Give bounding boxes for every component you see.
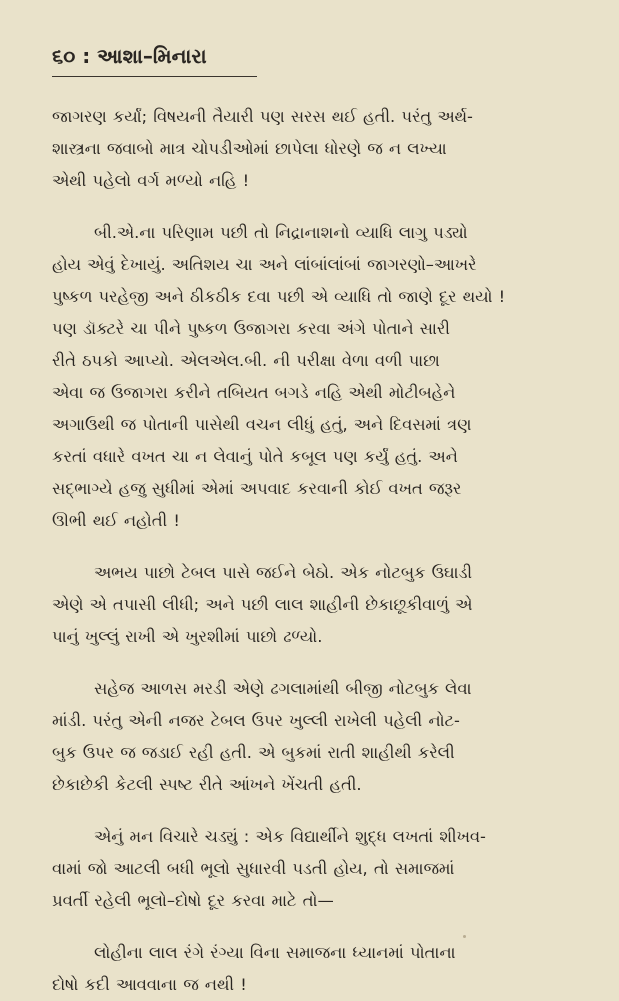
text-line: અભય પાછો ટેબલ પાસે જઈને બેઠો. એક નોટબુક ઉઘાડી xyxy=(94,563,473,582)
text-line: લોહીના લાલ રંગે રંગ્યા વિના સમાજના ધ્યાનમાં પોતાના xyxy=(94,943,456,962)
text-line: હોય એવું દેખાયું. અતિશય ચા અને લાંબાંલાંબાં જાગરણો–આખરે xyxy=(52,255,477,274)
running-head-rule xyxy=(52,76,257,77)
paragraph xyxy=(52,673,583,801)
text-line: કરતાં વધારે વખત ચા ન લેવાનું પોતે કબૂલ પણ કર્યું હતું. અને xyxy=(52,447,458,466)
text-line: પાનું ખુલ્લું રાખી એ ખુરશીમાં પાછો ઢળ્યો. xyxy=(52,627,323,646)
text-line: એનું મન વિચારે ચડ્યું : એક વિદ્યાર્થીને શુદ્ધ લખતાં શીખવ- xyxy=(94,827,486,846)
text-line: રીતે ઠપકો આપ્યો. એલએલ.બી. ની પરીક્ષા વેળા વળી પાછા xyxy=(52,351,440,370)
text-line: છેકાછેકી કેટલી સ્પષ્ટ રીતે આંખને ખેંચતી હતી. xyxy=(52,775,362,794)
text-line: એણે એ તપાસી લીધી; અને પછી લાલ શાહીની છેકાછૂકીવાળું એ xyxy=(52,595,473,614)
paragraph xyxy=(52,821,583,917)
text-line: અગાઉથી જ પોતાની પાસેથી વચન લીધું હતું, અને દિવસમાં ત્રણ xyxy=(52,415,472,434)
text-line: એવા જ ઉજાગરા કરીને તબિયત બગડે નહિ એથી મોટીબહેને xyxy=(52,383,456,402)
text-line: માંડી. પરંતુ એની નજર ટેબલ ઉપર ખુલ્લી રાખેલી પહેલી નોટ- xyxy=(52,711,460,730)
text-line: પુષ્કળ પરહેજી અને ઠીકઠીક દવા પછી એ વ્યાધિ તો જાણે દૂર થયો ! xyxy=(52,287,506,306)
text-line: બી.એ.ના પરિણામ પછી તો નિદ્રાનાશનો વ્યાધિ લાગુ પડ્યો xyxy=(94,223,468,242)
text-line: પ્રવર્તી રહેલી ભૂલો–દોષો દૂર કરવા માટે તો— xyxy=(52,891,334,910)
text-line: પણ ડૉક્ટરે ચા પીને પુષ્કળ ઉજાગરા કરવા અંગે પોતાને સારી xyxy=(52,319,450,338)
paragraph xyxy=(52,557,583,653)
paragraph xyxy=(52,217,583,537)
running-head: ૬૦ : આશા–મિનારા xyxy=(52,44,207,68)
text-line: વામાં જો આટલી બધી ભૂલો સુધારવી પડતી હોય, તો સમાજમાં xyxy=(52,859,455,878)
text-line: સહેજ આળસ મરડી એણે ઢગલામાંથી બીજી નોટબુક લેવા xyxy=(94,679,472,698)
paragraph xyxy=(52,937,583,1001)
text-line: એથી પહેલો વર્ગ મળ્યો નહિ ! xyxy=(52,171,250,190)
body-text xyxy=(52,101,583,1001)
text-line: શાસ્ત્રના જવાબો માત્ર ચોપડીઓમાં છાપેલા ધોરણે જ ન લખ્યા xyxy=(52,139,447,158)
paper-speck xyxy=(463,935,466,938)
paragraph xyxy=(52,101,583,197)
text-line: બુક ઉપર જ જડાઈ રહી હતી. એ બુકમાં રાતી શાહીથી કરેલી xyxy=(52,743,455,762)
text-line: જાગરણ કર્યાં; વિષયની તૈયારી પણ સરસ થઈ હતી. પરંતુ અર્થ- xyxy=(52,107,473,126)
text-line: દોષો કદી આવવાના જ નથી ! xyxy=(52,975,247,994)
text-line: સદ્ભાગ્યે હજુ સુધીમાં એમાં અપવાદ કરવાની કોઈ વખત જરૂર xyxy=(52,479,462,498)
text-line: ઊભી થઈ નહોતી ! xyxy=(52,511,180,530)
